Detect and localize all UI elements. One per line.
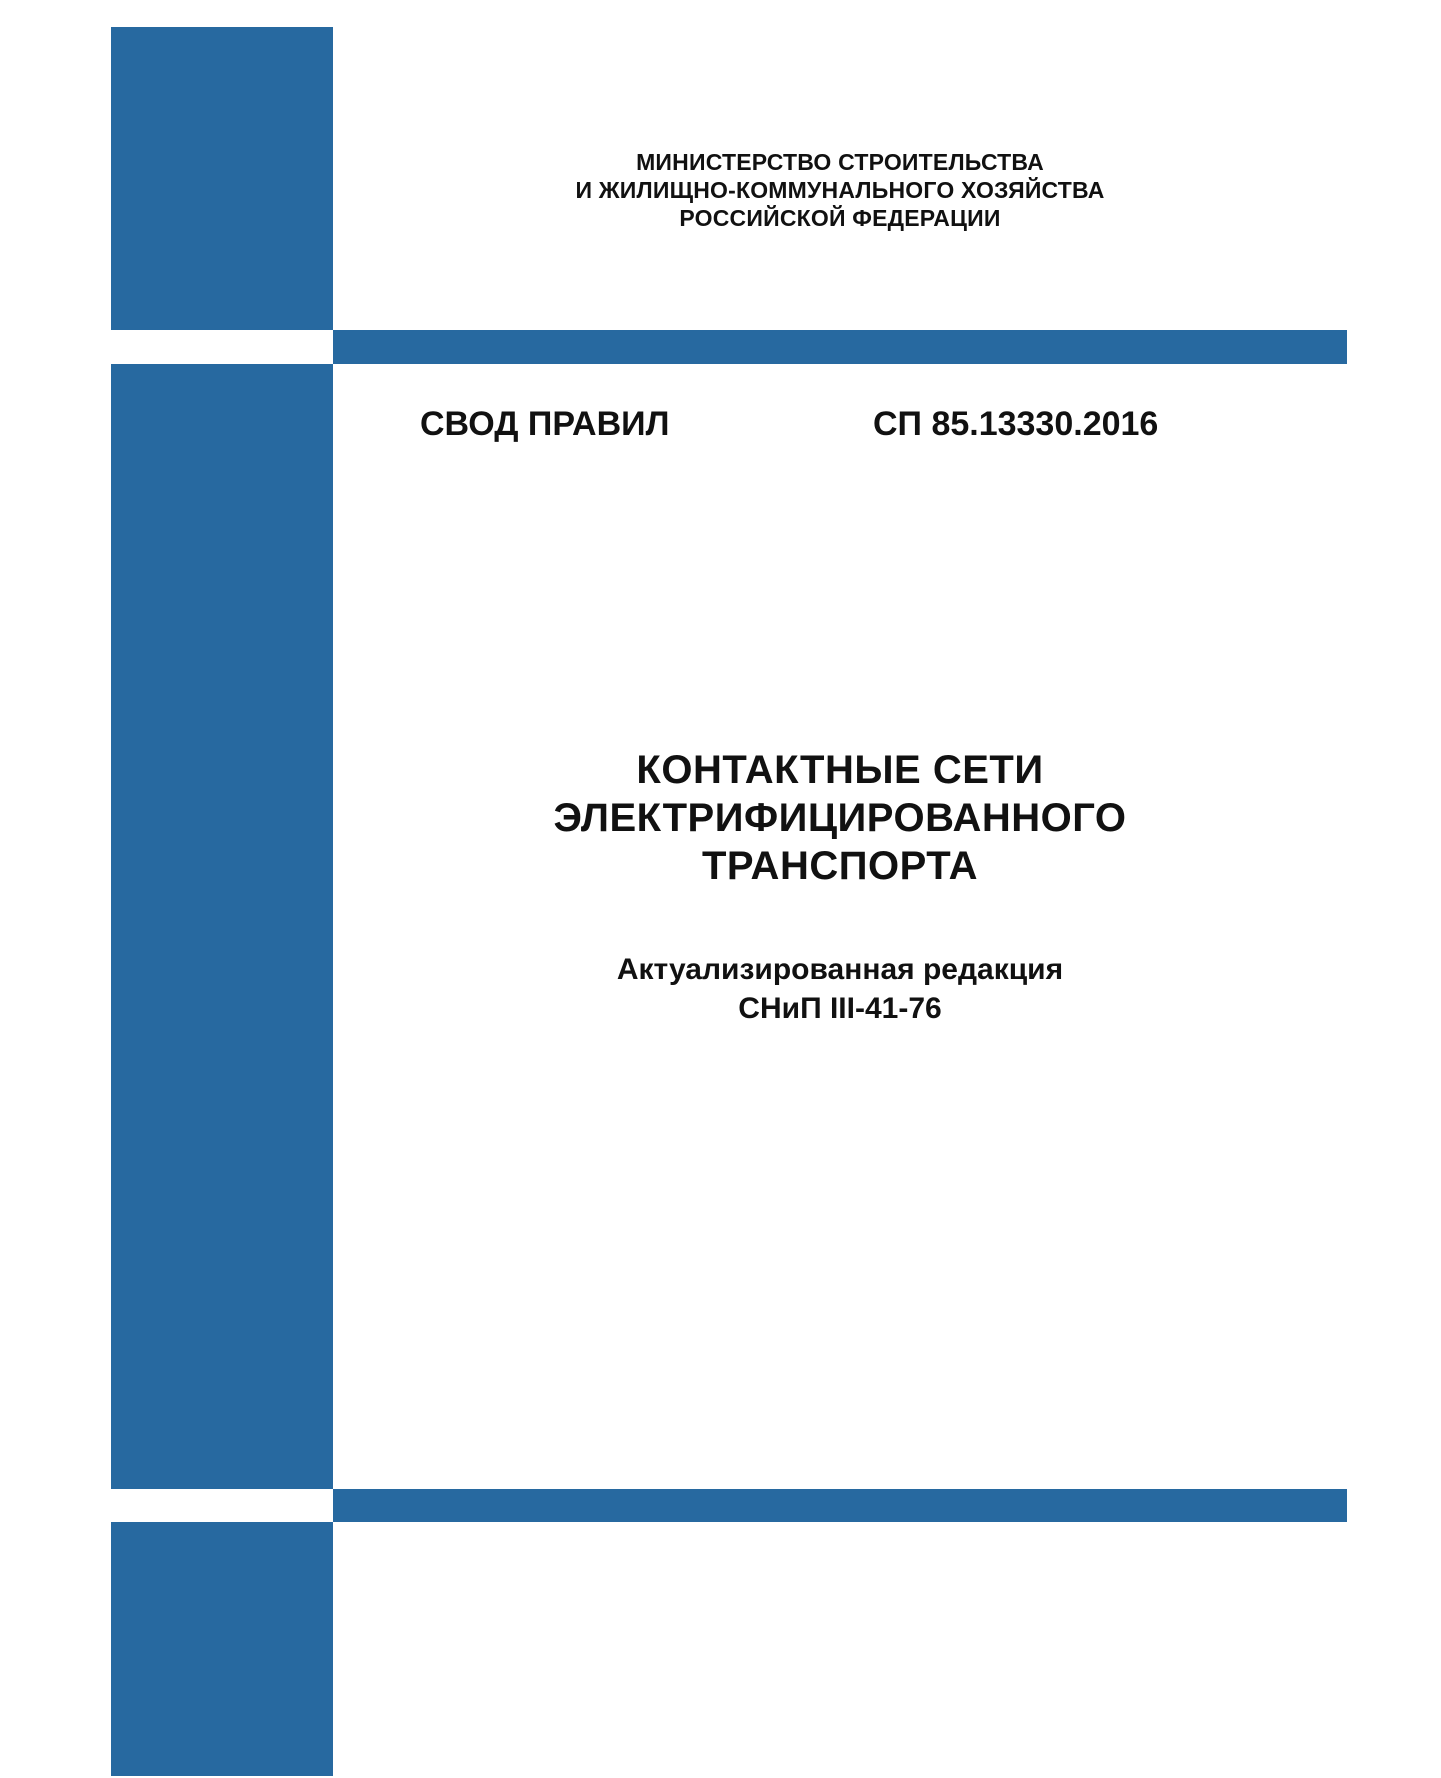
left-stripe-middle xyxy=(111,364,333,1489)
subtitle-line-2: СНиП III-41-76 xyxy=(738,992,942,1025)
ministry-line-1: МИНИСТЕРСТВО СТРОИТЕЛЬСТВА xyxy=(636,149,1044,175)
ministry-line-3: РОССИЙСКОЙ ФЕДЕРАЦИИ xyxy=(679,205,1001,231)
bottom-divider-bar xyxy=(333,1489,1347,1522)
subtitle-line-1: Актуализированная редакция xyxy=(616,953,1064,986)
ministry-line-2: И ЖИЛИЩНО-КОММУНАЛЬНОГО ХОЗЯЙСТВА xyxy=(575,177,1105,203)
document-code-row xyxy=(420,400,1320,450)
document-code: СП 85.13330.2016 xyxy=(873,405,1159,443)
top-divider-bar xyxy=(333,330,1347,364)
left-stripe-top xyxy=(111,27,333,330)
ministry-header xyxy=(333,148,1347,232)
title-line-3: ТРАНСПОРТА xyxy=(701,844,979,888)
title-line-1: КОНТАКТНЫЕ СЕТИ xyxy=(636,748,1044,792)
left-stripe-bottom xyxy=(111,1522,333,1776)
document-subtitle xyxy=(333,950,1347,1028)
title-line-2: ЭЛЕКТРИФИЦИРОВАННОГО xyxy=(553,796,1127,840)
document-type: СВОД ПРАВИЛ xyxy=(420,405,670,443)
document-title xyxy=(333,746,1347,890)
